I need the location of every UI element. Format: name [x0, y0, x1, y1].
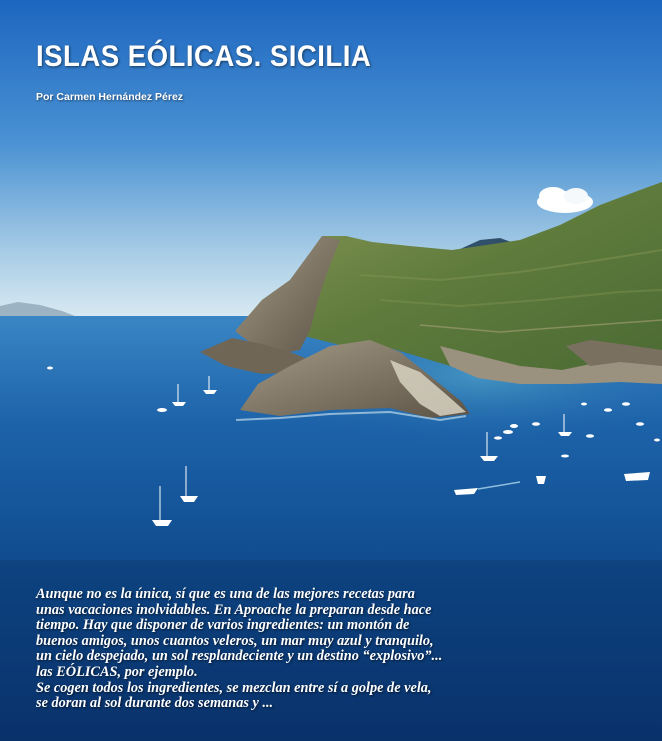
intro-line: buenos amigos, unos cuantos veleros, un mar muy azul y tranquilo, — [36, 632, 434, 649]
article-intro — [36, 587, 636, 712]
intro-line: se doran al sol durante dos semanas y ... — [36, 695, 274, 712]
article-title: ISLAS EÓLICAS. SICILIA — [36, 40, 372, 73]
intro-line: un cielo despejado, un sol resplandeciente y un destino “explosivo”... — [36, 648, 443, 665]
intro-line: las EÓLICAS, por ejemplo. — [36, 663, 198, 680]
intro-line: unas vacaciones inolvidables. En Aproache la preparan desde hace — [36, 601, 432, 618]
intro-line: tiempo. Hay que disponer de varios ingredientes: un montón de — [36, 617, 410, 634]
article-byline: Por Carmen Hernández Pérez — [36, 91, 184, 103]
intro-line: Se cogen todos los ingredientes, se mezclan entre sí a golpe de vela, — [36, 679, 432, 696]
intro-line: Aunque no es la única, sí que es una de las mejores recetas para — [36, 586, 415, 602]
